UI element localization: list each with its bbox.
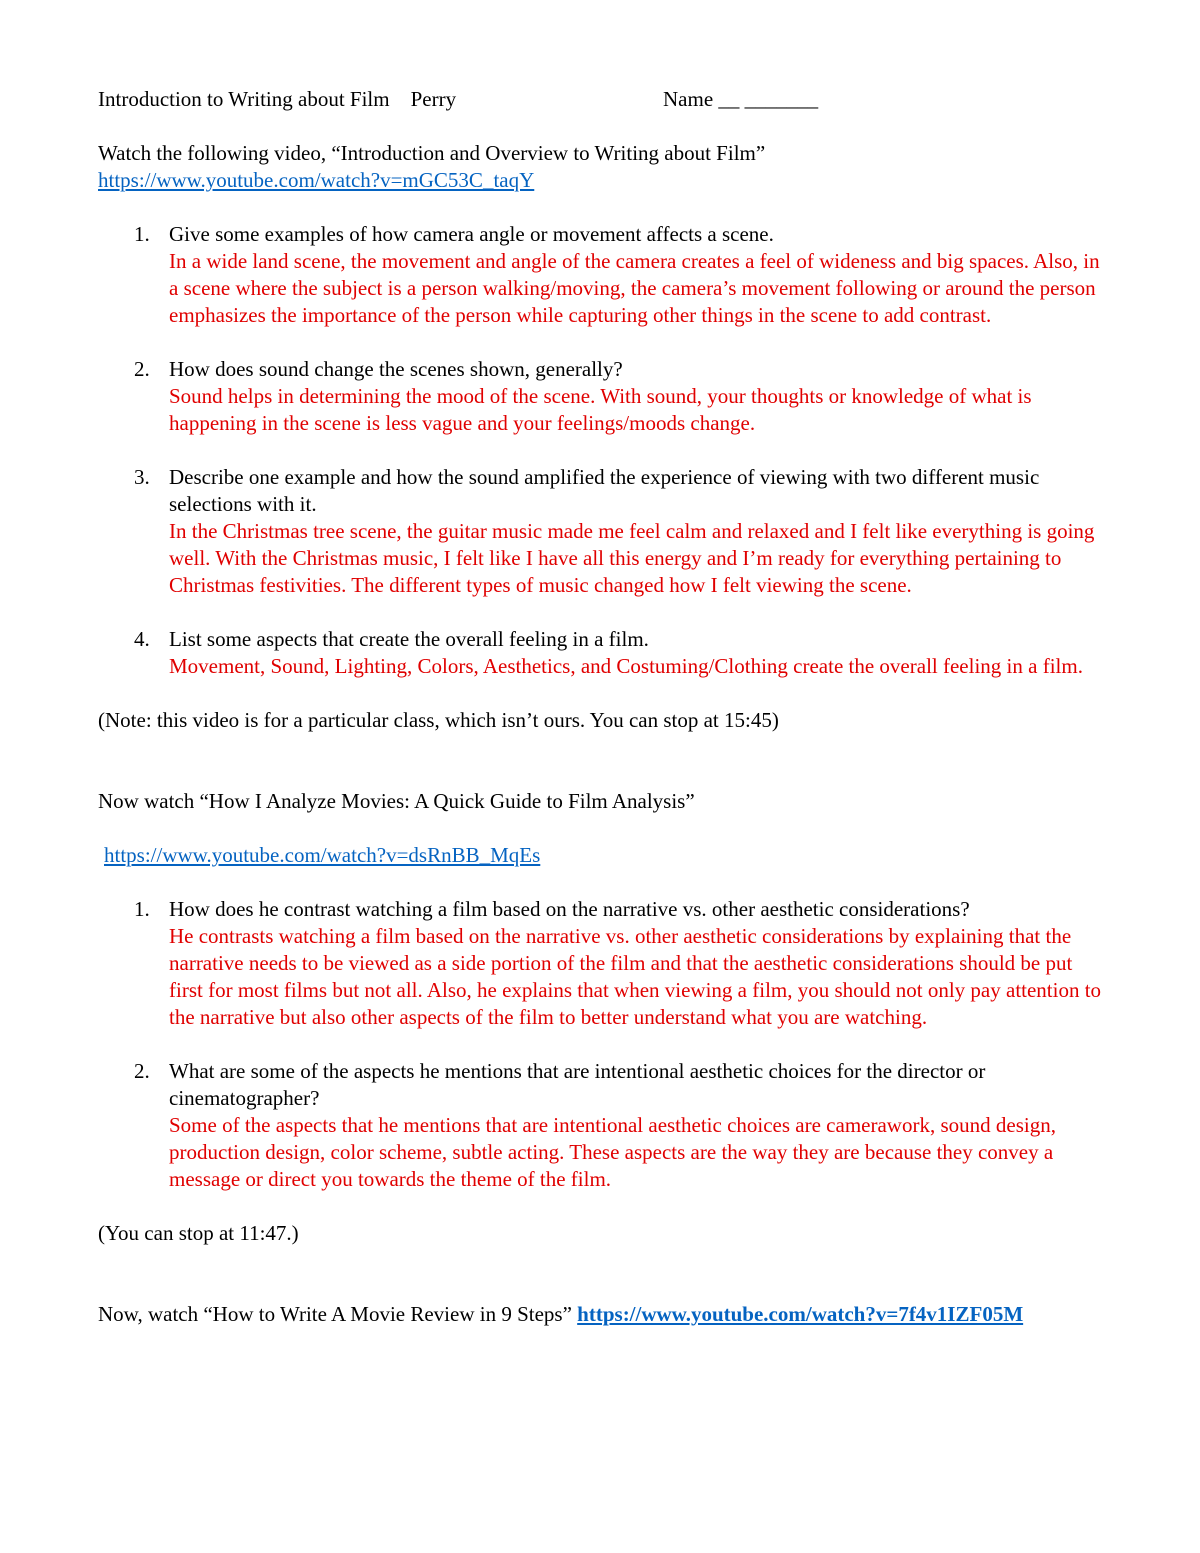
- answer-text: Movement, Sound, Lighting, Colors, Aesthetics, and Costuming/Clothing create the overall feeling in a film.: [169, 654, 1083, 678]
- list-item: [98, 464, 1108, 599]
- question-text: What are some of the aspects he mentions that are intentional aesthetic choices for the director or cinematographer?: [169, 1059, 986, 1110]
- question-number: 2.: [134, 357, 150, 381]
- question-number: 1.: [134, 222, 150, 246]
- list-item: [98, 356, 1108, 437]
- answer-text: He contrasts watching a film based on the narrative vs. other aesthetic considerations by explaining that the narrative needs to be viewed as a side portion of the film and that the aesthetic considerations should be put first for most films but not all. Also, he explains that when viewing a film, you should not only pay attention to the narrative but also other aspects of the film to better understand what you are watching.: [169, 924, 1102, 1029]
- question-text: How does he contrast watching a film based on the narrative vs. other aesthetic considerations?: [169, 897, 970, 921]
- question-text: List some aspects that create the overall feeling in a film.: [169, 627, 649, 651]
- document-header: [98, 86, 1108, 113]
- list-item: [98, 1058, 1108, 1193]
- video3-paragraph: [98, 1301, 1108, 1328]
- video1-link[interactable]: https://www.youtube.com/watch?v=mGC53C_taqY: [98, 168, 535, 192]
- video1-intro: Watch the following video, “Introduction and Overview to Writing about Film”: [98, 141, 766, 165]
- answer-text: In a wide land scene, the movement and angle of the camera creates a feel of wideness and big spaces. Also, in a scene where the subject is a person walking/moving, the camera’s movement following or around the person emphasizes the importance of the person while capturing other things in the scene to add contrast.: [169, 249, 1100, 327]
- answer-text: Sound helps in determining the mood of the scene. With sound, your thoughts or knowledge of what is happening in the scene is less vague and your feelings/moods change.: [169, 384, 1032, 435]
- question-number: 2.: [134, 1059, 150, 1083]
- list-item: [98, 896, 1108, 1031]
- answer-text: Some of the aspects that he mentions that are intentional aesthetic choices are camerawork, sound design, production design, color scheme, subtle acting. These aspects are the way they are because they convey a message or direct you towards the theme of the film.: [169, 1113, 1056, 1191]
- question-text: How does sound change the scenes shown, generally?: [169, 357, 623, 381]
- video2-note: (You can stop at 11:47.): [98, 1221, 299, 1245]
- video2-question-list: [98, 896, 1108, 1193]
- question-text: Describe one example and how the sound amplified the experience of viewing with two different music selections with it.: [169, 465, 1040, 516]
- list-item: [98, 626, 1108, 680]
- name-field: Name __ _______: [663, 87, 819, 111]
- course-title: Introduction to Writing about Film Perry: [98, 87, 457, 111]
- video1-question-list: [98, 221, 1108, 680]
- video3-intro: Now, watch “How to Write A Movie Review in 9 Steps”: [98, 1302, 578, 1326]
- answer-text: In the Christmas tree scene, the guitar music made me feel calm and relaxed and I felt like everything is going well. With the Christmas music, I felt like I have all this energy and I’m ready for everything pertaining to Christmas festivities. The different types of music changed how I felt viewing the scene.: [169, 519, 1095, 597]
- question-number: 3.: [134, 465, 150, 489]
- video2-link[interactable]: https://www.youtube.com/watch?v=dsRnBB_MqEs: [104, 843, 541, 867]
- list-item: [98, 221, 1108, 329]
- video2-intro: Now watch “How I Analyze Movies: A Quick Guide to Film Analysis”: [98, 789, 695, 813]
- video3-link[interactable]: https://www.youtube.com/watch?v=7f4v1IZF05M: [577, 1302, 1024, 1326]
- video1-note: (Note: this video is for a particular class, which isn’t ours. You can stop at 15:45): [98, 708, 779, 732]
- question-number: 4.: [134, 627, 150, 651]
- question-number: 1.: [134, 897, 150, 921]
- document-page: [98, 86, 1108, 1328]
- question-text: Give some examples of how camera angle or movement affects a scene.: [169, 222, 774, 246]
